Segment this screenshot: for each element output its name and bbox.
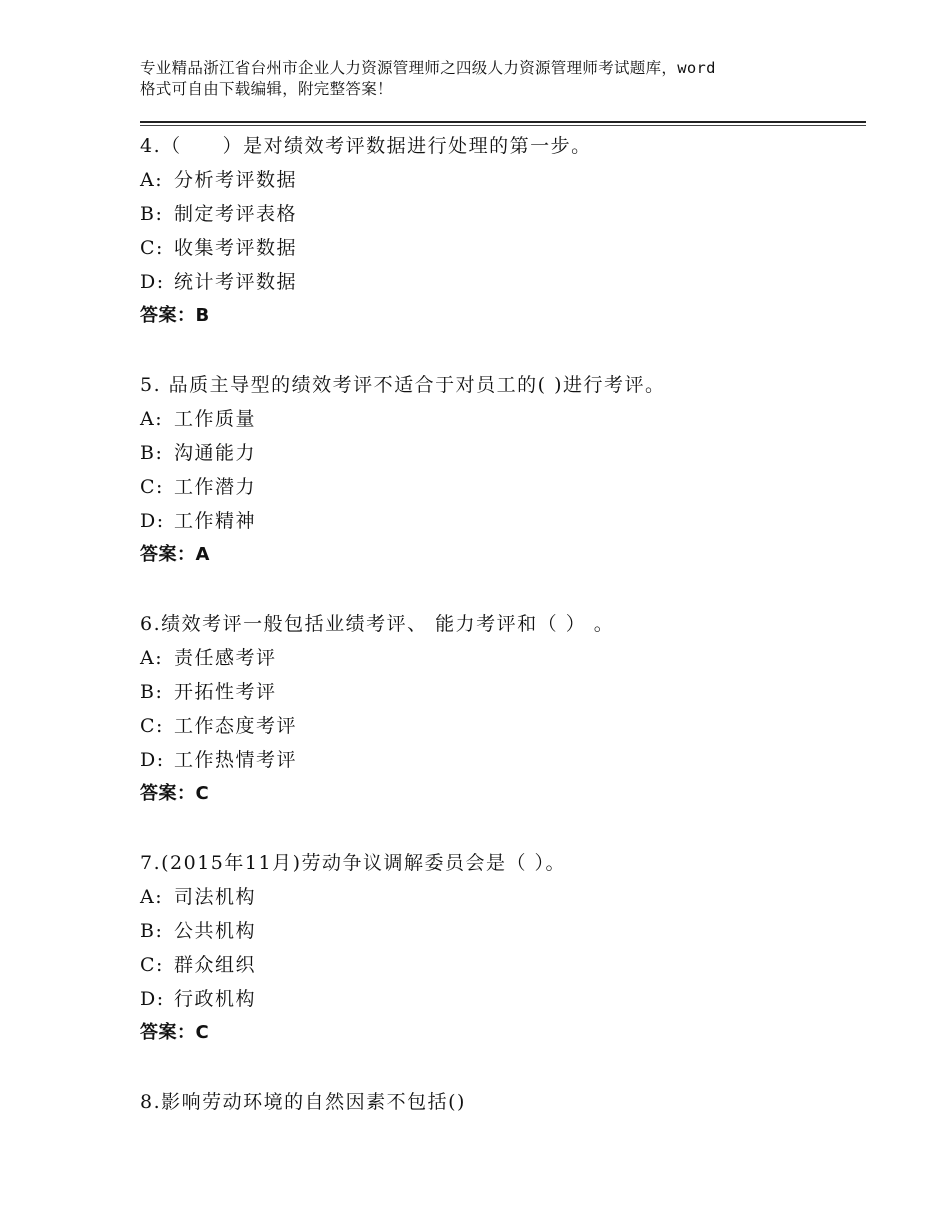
option-letter: A: — [140, 169, 164, 191]
option-letter: B: — [140, 920, 164, 942]
option-text: 工作态度考评 — [174, 715, 298, 737]
option-letter: A: — [140, 886, 164, 908]
option-text: 沟通能力 — [174, 442, 257, 464]
option-text: 公共机构 — [174, 920, 257, 942]
option-text: 司法机构 — [174, 886, 257, 908]
option-b — [140, 914, 860, 948]
answer-line: 答案：A — [140, 544, 210, 565]
answer-line: 答案：C — [140, 1022, 210, 1043]
option-b — [140, 675, 860, 709]
option-letter: C: — [140, 715, 164, 737]
option-c — [140, 231, 860, 265]
header-line-1: 专业精品浙江省台州市企业人力资源管理师之四级人力资源管理师考试题库，word — [140, 59, 716, 77]
question-list — [140, 129, 860, 1154]
option-text: 统计考评数据 — [174, 271, 298, 293]
option-d — [140, 504, 860, 538]
option-text: 分析考评数据 — [174, 169, 298, 191]
option-d — [140, 982, 860, 1016]
question-5 — [140, 368, 860, 572]
question-stem: 8.影响劳动环境的自然因素不包括() — [140, 1091, 466, 1113]
option-text: 制定考评表格 — [174, 203, 298, 225]
question-stem: 7.(2015年11月)劳动争议调解委员会是（ ）。 — [140, 852, 567, 874]
option-letter: D: — [140, 510, 165, 532]
option-letter: B: — [140, 681, 164, 703]
question-stem: 6.绩效考评一般包括业绩考评、 能力考评和（ ） 。 — [140, 613, 615, 635]
option-text: 工作潜力 — [174, 476, 257, 498]
option-text: 开拓性考评 — [174, 681, 277, 703]
option-b — [140, 436, 860, 470]
header-rule-thick — [140, 121, 866, 123]
question-6 — [140, 607, 860, 811]
option-c — [140, 948, 860, 982]
option-text: 责任感考评 — [174, 647, 277, 669]
option-letter: A: — [140, 647, 164, 669]
option-letter: D: — [140, 749, 165, 771]
option-letter: C: — [140, 237, 164, 259]
answer-line: 答案：C — [140, 783, 210, 804]
option-d — [140, 743, 860, 777]
option-letter: D: — [140, 271, 165, 293]
option-d — [140, 265, 860, 299]
header-rule-thin — [140, 125, 866, 126]
question-4 — [140, 129, 860, 333]
option-text: 工作热情考评 — [174, 749, 298, 771]
question-7 — [140, 846, 860, 1050]
answer-line: 答案：B — [140, 305, 210, 326]
option-a — [140, 163, 860, 197]
option-letter: B: — [140, 203, 164, 225]
option-text: 工作质量 — [174, 408, 257, 430]
option-text: 行政机构 — [174, 988, 257, 1010]
question-8 — [140, 1085, 860, 1119]
option-letter: D: — [140, 988, 165, 1010]
option-letter: C: — [140, 954, 164, 976]
option-letter: C: — [140, 476, 164, 498]
option-letter: A: — [140, 408, 164, 430]
option-a — [140, 641, 860, 675]
option-a — [140, 402, 860, 436]
option-b — [140, 197, 860, 231]
option-letter: B: — [140, 442, 164, 464]
option-text: 工作精神 — [174, 510, 257, 532]
document-header — [140, 58, 830, 100]
option-c — [140, 470, 860, 504]
question-stem: 4.（ ）是对绩效考评数据进行处理的第一步。 — [140, 135, 592, 157]
question-stem: 5. 品质主导型的绩效考评不适合于对员工的( )进行考评。 — [140, 374, 666, 396]
option-c — [140, 709, 860, 743]
option-text: 收集考评数据 — [174, 237, 298, 259]
header-line-2: 格式可自由下载编辑，附完整答案！ — [140, 80, 393, 98]
option-a — [140, 880, 860, 914]
option-text: 群众组织 — [174, 954, 257, 976]
